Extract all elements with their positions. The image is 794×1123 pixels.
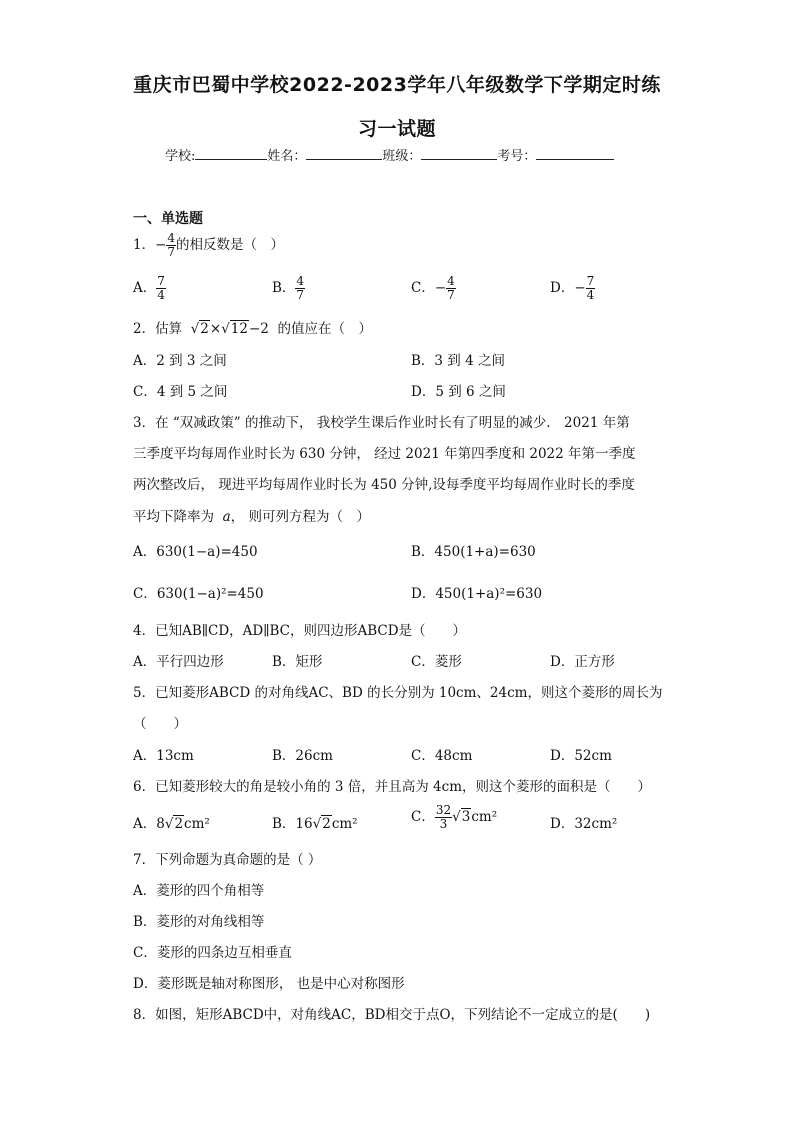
q1-option-a-label: A． [133, 280, 157, 296]
q2-tail: −2 [248, 321, 269, 337]
q5-line-2: （ ） [133, 716, 187, 732]
q3-option-d[interactable]: D．450(1+a)²=630 [411, 586, 543, 602]
q1-option-b-label: B． [272, 280, 296, 296]
class-blank[interactable] [421, 146, 497, 160]
q6-option-c-radicand: 3 [461, 809, 471, 825]
q6-option-a-radicand: 2 [174, 816, 184, 832]
q1-option-b-frac [295, 275, 305, 302]
q2-radicand-1: 2 [200, 321, 209, 337]
q2-post: 的值应在（ ） [277, 321, 372, 337]
q1-option-a[interactable] [133, 275, 166, 302]
q6-option-b-label: B． [272, 816, 296, 832]
q2-pre: 估算 [155, 321, 183, 337]
q1-option-c[interactable] [411, 275, 456, 302]
q6-option-b-coef: 16 [295, 816, 313, 832]
q6-option-b-unit: cm² [331, 816, 358, 832]
q1-option-c-label: C． [411, 280, 435, 296]
q1-text: 的相反数是（ ） [176, 237, 285, 253]
q2-option-c[interactable]: C．4 到 5 之间 [133, 384, 228, 400]
q1-option-d-frac [586, 275, 596, 302]
q7-option-b[interactable]: B．菱形的对角线相等 [133, 914, 265, 930]
q7-option-c[interactable]: C．菱形的四条边互相垂直 [133, 945, 292, 961]
q1-frac-num: 4 [167, 231, 176, 245]
name-label: 姓名： [267, 149, 307, 164]
q3-line-4-post: ， 则可列方程为（ ） [230, 509, 370, 525]
q4-option-a[interactable]: A．平行四边形 [133, 654, 224, 670]
q2-option-d[interactable]: D．5 到 6 之间 [411, 384, 506, 400]
q7-option-d[interactable]: D．菱形既是轴对称图形， 也是中心对称图形 [133, 976, 405, 992]
class-label: 班级： [382, 149, 422, 164]
q3-option-c[interactable]: C．630(1−a)²=450 [133, 586, 264, 602]
q7-option-a[interactable]: A．菱形的四个角相等 [133, 883, 265, 899]
q1-option-d[interactable] [550, 275, 595, 302]
question-2: 2．估算 √2×√12−2 的值应在（ ） [133, 321, 372, 337]
school-blank[interactable] [195, 146, 267, 160]
q1-option-d-sign: − [574, 280, 586, 296]
q1-minus: − [155, 237, 167, 253]
q5-option-a[interactable]: A．13cm [133, 748, 194, 764]
q1-number: 1． [133, 237, 156, 253]
q1-option-c-num: 4 [447, 274, 455, 288]
q1-option-a-den: 4 [157, 288, 165, 302]
q3-line-4 [133, 505, 370, 525]
q3-line-2: 三季度平均每周作业时长为 630 分钟， 经过 2021 年第四季度和 2022 年第一季度 [133, 446, 636, 462]
q1-option-c-frac [446, 275, 456, 302]
title-line-1: 重庆市巴蜀中学校2022-2023学年八年级数学下学期定时练 [133, 74, 661, 96]
q1-option-d-label: D． [550, 280, 575, 296]
q2-times: × [209, 321, 222, 337]
q1-option-c-sign: − [434, 280, 447, 296]
question-1 [133, 232, 284, 259]
q3-option-b[interactable]: B．450(1+a)=630 [411, 544, 536, 560]
q1-option-a-frac [156, 275, 166, 302]
q1-frac-den: 7 [167, 245, 176, 259]
q6-option-b[interactable]: B．16√2cm² [272, 816, 358, 832]
q6-option-b-radicand: 2 [322, 816, 331, 832]
q2-number: 2． [133, 321, 156, 337]
q4-option-b[interactable]: B．矩形 [272, 654, 323, 670]
q1-option-d-num: 7 [586, 274, 595, 288]
school-label: 学校: [165, 149, 196, 164]
exam-no-blank[interactable] [536, 146, 614, 160]
question-8: 8．如图，矩形ABCD中，对角线AC，BD相交于点O，下列结论不一定成立的是( ) [133, 1007, 651, 1023]
q6-option-a[interactable]: A．8√2cm² [133, 816, 210, 832]
q6-option-c-label: C． [411, 809, 435, 825]
q1-option-b-num: 4 [296, 274, 305, 288]
q3-option-a[interactable]: A．630(1−a)=450 [133, 544, 258, 560]
q6-option-c-num: 32 [435, 803, 452, 817]
q6-option-c-unit: cm² [471, 809, 498, 825]
q2-option-a[interactable]: A．2 到 3 之间 [133, 353, 227, 369]
q1-option-b-den: 7 [296, 288, 305, 302]
question-7: 7．下列命题为真命题的是（ ） [133, 852, 322, 868]
q4-option-c[interactable]: C．菱形 [411, 654, 462, 670]
q6-option-d[interactable]: D．32cm² [550, 816, 618, 832]
q2-option-b[interactable]: B．3 到 4 之间 [411, 353, 505, 369]
exam-no-label: 考号： [497, 149, 537, 164]
q1-option-d-den: 4 [586, 288, 595, 302]
title-line-2: 习一试题 [357, 118, 436, 140]
question-6: 6．已知菱形较大的角是较小角的 3 倍，并且高为 4cm，则这个菱形的面积是（ ） [133, 779, 652, 795]
question-4: 4．已知AB∥CD，AD∥BC，则四边形ABCD是（ ） [133, 623, 467, 639]
q6-option-a-label: A． [133, 816, 157, 832]
q3-line-1: 3．在 “双减政策” 的推动下， 我校学生课后作业时长有了明显的减少． 2021 年第 [133, 415, 630, 431]
q1-option-c-den: 7 [447, 288, 455, 302]
q1-option-a-num: 7 [157, 274, 165, 288]
section-heading: 一、单选题 [133, 211, 203, 227]
q6-option-a-coef: 8 [156, 816, 165, 832]
q3-line-4-pre: 平均下降率为 [133, 509, 214, 525]
q6-option-c-den: 3 [439, 817, 448, 831]
q5-option-b[interactable]: B．26cm [272, 748, 333, 764]
q1-option-b[interactable] [272, 275, 305, 302]
q1-fraction [166, 232, 176, 259]
q6-option-c-frac [435, 804, 452, 831]
q3-variable: a [222, 509, 231, 525]
q4-option-d[interactable]: D．正方形 [550, 654, 615, 670]
q6-option-c[interactable]: C． $\frac{32}{3}$ √3cm² [411, 803, 498, 831]
q3-line-3: 两次整改后， 现进平均每周作业时长为 450 分钟,设每季度平均每周作业时长的季度 [133, 477, 635, 493]
q6-option-a-unit: cm² [184, 816, 210, 832]
q5-line-1: 5．已知菱形ABCD 的对角线AC、BD 的长分别为 10cm、24cm，则这个菱形的周长为 [133, 685, 663, 701]
q5-option-d[interactable]: D．52cm [550, 748, 612, 764]
q5-option-c[interactable]: C．48cm [411, 748, 473, 764]
name-blank[interactable] [306, 146, 382, 160]
student-info-row [165, 145, 614, 164]
q2-radicand-2: 12 [230, 321, 248, 337]
